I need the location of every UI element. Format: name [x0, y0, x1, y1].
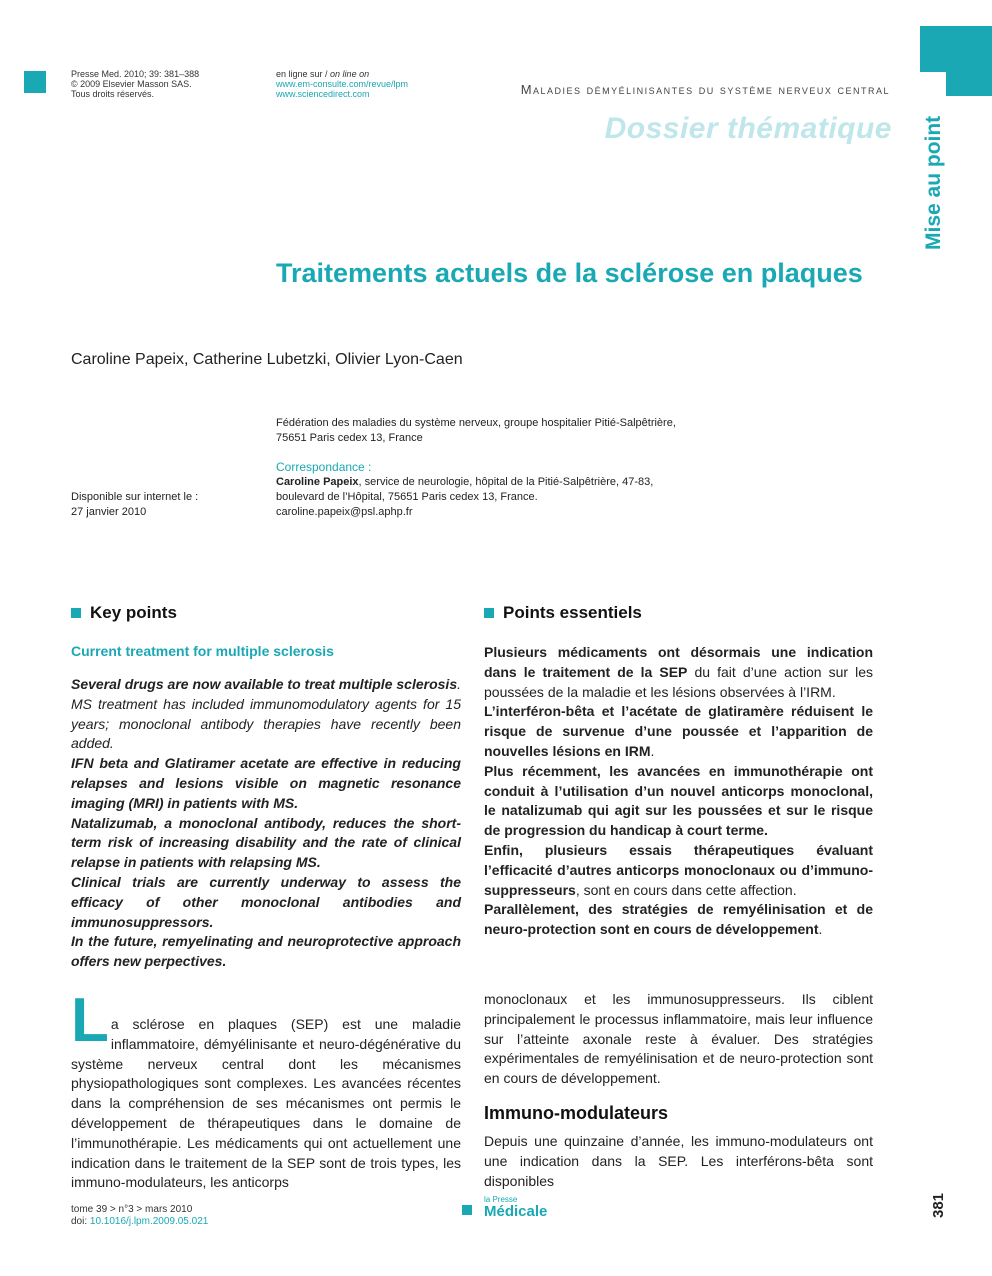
correspondence-name: Caroline Papeix — [276, 476, 359, 488]
affiliation-line: Fédération des maladies du système nerveux, groupe hospitalier Pitié-Salpêtrière, — [276, 417, 676, 429]
available-label: Disponible sur internet le : — [71, 491, 199, 503]
key-point-paragraph: Clinical trials are currently underway to assess the efficacy of other monoclonal antibodies and immunosuppressors. — [71, 873, 461, 930]
header-square — [24, 71, 46, 93]
correspondence-address: , service de neurologie, hôpital de la Pitié-Salpêtrière, 47-83, — [358, 476, 654, 488]
doi-link[interactable]: 10.1016/j.lpm.2009.05.021 — [89, 1216, 209, 1227]
points-essentiels-heading-label: Points essentiels — [503, 603, 642, 622]
point-essentiel-text: Parallèlement, des stratégies de remyélinisation et de neuro-protection sont en cours de développement — [484, 901, 873, 938]
page-number: 381 — [930, 1192, 947, 1218]
key-points-heading — [71, 603, 461, 623]
key-points-subtitle: Current treatment for multiple sclerosis — [71, 643, 334, 659]
issue-info: tome 39 > n°3 > mars 2010 — [71, 1204, 193, 1215]
point-essentiel-paragraph — [484, 702, 873, 761]
key-point-paragraph: Natalizumab, a monoclonal antibody, reduces the short-term risk of increasing disability and the rate of clinical relapse in patients with relapsing MS. — [71, 814, 461, 871]
point-essentiel-end: . — [650, 742, 655, 759]
correspondence — [276, 460, 653, 520]
section-paragraph: Depuis une quinzaine d’année, les immuno-modulateurs ont une indication dans la SEP. Les interférons-bêta sont disponibles — [484, 1132, 873, 1189]
point-essentiel-end: . — [818, 921, 823, 938]
points-essentiels — [484, 603, 873, 940]
correspondence-email[interactable]: caroline.papeix@psl.aphp.fr — [276, 506, 413, 518]
key-points — [71, 603, 461, 972]
online-label-fr: en ligne sur / — [276, 69, 328, 79]
points-essentiels-heading — [484, 603, 873, 623]
section-heading: Immuno-modulateurs — [484, 1102, 669, 1123]
point-essentiel-paragraph: Plus récemment, les avancées en immunothérapie ont conduit à l’utilisation d’un nouvel anticorps monoclonal, le natalizumab qui agit sur les poussées et sur le risque de progression du handicap à court terme. — [484, 762, 873, 839]
online-block — [276, 69, 408, 99]
body-left-column — [71, 986, 461, 1193]
key-point-lead: Several drugs are now available to treat multiple sclerosis — [71, 676, 458, 692]
citation-line: Tous droits réservés. — [71, 89, 155, 99]
link-sciencedirect[interactable]: www.sciencedirect.com — [276, 89, 370, 99]
key-point-paragraph: In the future, remyelinating and neuroprotective approach offers new perpectives. — [71, 933, 461, 970]
body-right-column — [484, 990, 873, 1191]
correspondence-label: Correspondance : — [276, 460, 372, 474]
journal-logo-top: la Presse — [484, 1195, 518, 1204]
drop-cap: L — [71, 986, 109, 1055]
footer-square — [462, 1205, 472, 1215]
key-points-heading-label: Key points — [90, 603, 177, 622]
citation-line: Presse Med. 2010; 39: 381–388 — [71, 69, 200, 79]
corner-notch — [920, 72, 946, 96]
running-title: Maladies démyélinisantes du système nerveux central — [520, 82, 890, 97]
point-essentiel-lead: Enfin, plusieurs essais thérapeutiques évaluant l’efficacité d’autres anticorps monoclonaux ou d’immuno-suppresseurs — [484, 841, 873, 898]
side-section-label: Mise au point — [922, 115, 945, 250]
intro-paragraph-continued: monoclonaux et les immunosuppresseurs. Ils ciblent principalement le processus inflammatoire, mais leur influence sur l’atteinte axonale reste à évaluer. Des stratégies expérimentales de remyélinisation et de neuro-protection sont en cours de développement. — [484, 991, 873, 1087]
dossier-label: Dossier thématique — [604, 112, 892, 145]
square-bullet-icon — [484, 608, 494, 618]
journal-logo — [484, 1196, 547, 1219]
affiliation — [276, 416, 676, 446]
authors: Caroline Papeix, Catherine Lubetzki, Olivier Lyon-Caen — [71, 351, 463, 368]
point-essentiel-paragraph — [484, 841, 873, 900]
available-date: 27 janvier 2010 — [71, 506, 147, 518]
availability — [71, 490, 198, 520]
point-essentiel-paragraph — [484, 643, 873, 702]
affiliation-line: 75651 Paris cedex 13, France — [276, 432, 423, 444]
online-label-en: on line on — [330, 69, 370, 79]
point-essentiel-lead: Plusieurs médicaments ont désormais une indication dans le traitement de la SEP — [484, 644, 873, 680]
article-title: Traitements actuels de la sclérose en plaques — [276, 258, 863, 288]
point-essentiel-rest: du fait d’une action sur les poussées de la maladie et les lésions observées à l’IRM. — [484, 663, 873, 700]
citation-block — [71, 69, 199, 99]
intro-paragraph: a sclérose en plaques (SEP) est une maladie inflammatoire, démyélinisante et neuro-dégénérative du système nerveux central dont les mécanismes physiopathologiques sont complexes. Les avancées récentes dans la compréhension de ses mécanismes ont permis le développement de thérapeutiques dans le domaine de l’immunothérapie. Les médicaments qui ont actuellement une indication dans le traitement de la SEP sont de trois types, les immuno-modulateurs, les anticorps — [71, 1016, 461, 1191]
point-essentiel-rest: , sont en cours dans cette affection. — [575, 881, 797, 898]
square-bullet-icon — [71, 608, 81, 618]
doi-label: doi: — [71, 1216, 90, 1227]
point-essentiel-paragraph — [484, 900, 873, 940]
correspondence-line: boulevard de l’Hôpital, 75651 Paris cedex 13, France. — [276, 491, 538, 503]
key-point-paragraph: IFN beta and Glatiramer acetate are effective in reducing relapses and lesions visible on magnetic resonance imaging (MRI) in patients with MS. — [71, 755, 461, 811]
key-point-paragraph — [71, 675, 461, 754]
footer-citation — [71, 1204, 208, 1228]
point-essentiel-text: L’interféron-bêta et l’acétate de glatiramère réduisent le risque de survenue d’une poussée et l’apparition de nouvelles lésions en IRM — [484, 703, 873, 759]
key-point-rest: . MS treatment has included immunomodulatory agents for 15 years; monoclonal antibody therapies have recently been added. — [71, 676, 461, 752]
citation-line: © 2009 Elsevier Masson SAS. — [71, 79, 192, 89]
journal-logo-bottom: Médicale — [484, 1203, 548, 1220]
link-em-consulte[interactable]: www.em-consulte.com/revue/lpm — [276, 79, 409, 89]
